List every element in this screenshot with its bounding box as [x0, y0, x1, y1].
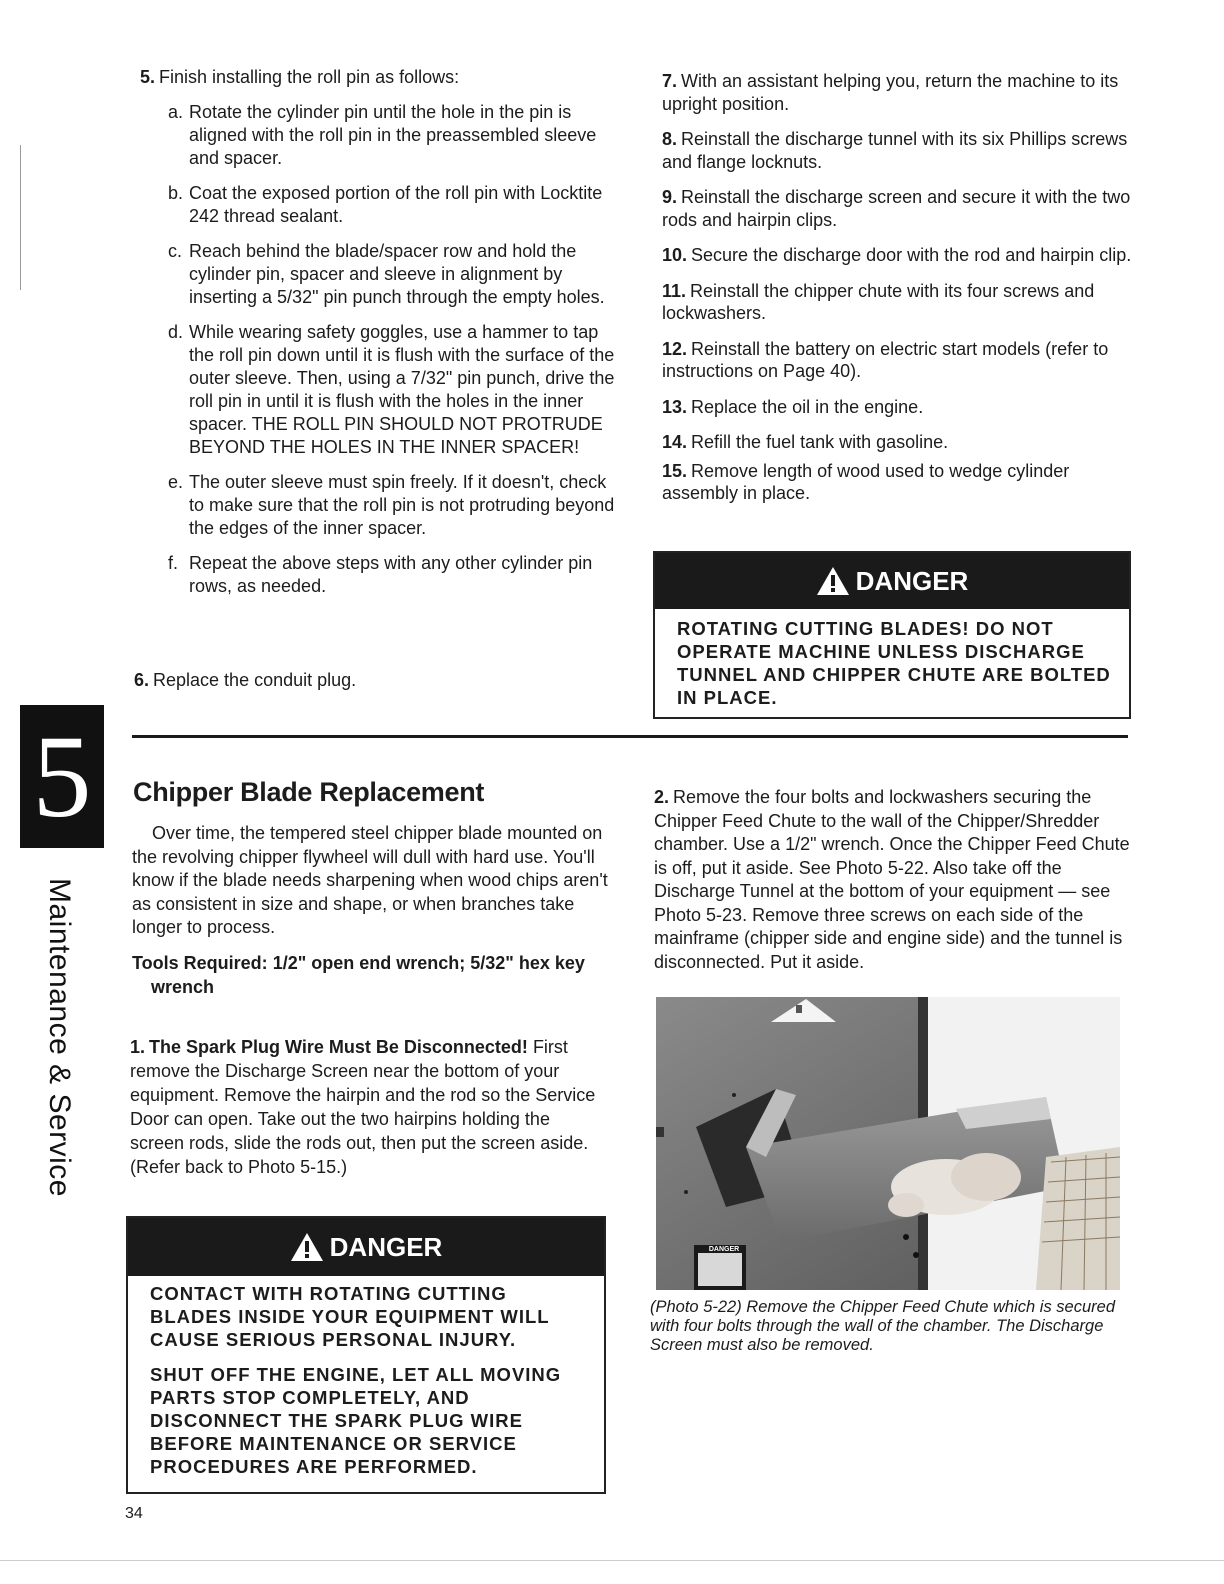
step-5: 5. Finish installing the roll pin as follows: — [140, 67, 460, 87]
warning-triangle-icon — [290, 1232, 324, 1262]
chapter-number: 5 — [32, 710, 92, 842]
substep-e: e. The outer sleeve must spin freely. If it doesn't, check to make sure that the roll pin is not protruding beyond the edges of the inner spacer. — [168, 472, 615, 538]
step-11: 11. Reinstall the chipper chute with its four screws and lockwashers. — [662, 280, 1095, 323]
step-6: 6. Replace the conduit plug. — [134, 670, 357, 690]
chapter-tab — [20, 705, 104, 848]
step-1: 1. The Spark Plug Wire Must Be Disconnected! First remove the Discharge Screen near the bottom of your equipment. Remove the hairpin and the rod so the Service Door can open. Take out the two hairpins holding the screen rods, slide the rods out, then put the screen aside. (Refer back to Photo 5-15.) — [130, 1037, 596, 1177]
chapter-label: Maintenance & Service — [43, 878, 76, 1197]
danger-box-1 — [653, 551, 1131, 719]
margin-rule — [20, 145, 21, 290]
step-10: 10. Secure the discharge door with the rod and hairpin clip. — [662, 245, 1132, 265]
danger-text-2b: SHUT OFF THE ENGINE, LET ALL MOVING PARTS STOP COMPLETELY, AND DISCONNECT THE SPARK PLUG WIRE BEFORE MAINTENANCE OR SERVICE PROCEDURES ARE PERFORMED. — [150, 1364, 562, 1477]
photo-danger-label: DANGER — [708, 1246, 740, 1253]
section-divider — [132, 735, 1128, 738]
photo-5-22 — [656, 997, 1120, 1290]
warning-triangle-icon — [816, 566, 850, 596]
danger-text-2a: CONTACT WITH ROTATING CUTTING BLADES INSIDE YOUR EQUIPMENT WILL CAUSE SERIOUS PERSONAL INJURY. — [150, 1283, 550, 1350]
danger-header-2: DANGER — [128, 1218, 604, 1276]
danger-header-1: DANGER — [655, 553, 1129, 609]
left-column-top — [140, 66, 620, 610]
step-13: 13. Replace the oil in the engine. — [662, 396, 924, 417]
step-8: 8. Reinstall the discharge tunnel with its six Phillips screws and flange locknuts. — [662, 129, 1128, 172]
right-column-top — [662, 70, 1140, 518]
tools-required: Tools Required: 1/2" open end wrench; 5/32" hex key wrench — [132, 953, 585, 997]
danger-box-2 — [126, 1216, 606, 1494]
photo-caption: (Photo 5-22) Remove the Chipper Feed Chute which is secured with four bolts through the wall of the chamber. The Discharge Screen must also be removed. — [650, 1298, 1115, 1354]
step-14: 14. Refill the fuel tank with gasoline. — [662, 432, 949, 452]
substep-a: a. Rotate the cylinder pin until the hole in the pin is aligned with the roll pin in the preassembled sleeve and spacer. — [168, 102, 597, 168]
page-number: 34 — [125, 1505, 143, 1522]
step-2: 2. Remove the four bolts and lockwashers securing the Chipper Feed Chute to the wall of the Chipper/Shredder chamber. Use a 1/2" wrench. Once the Chipper Feed Chute is off, put it aside. See Photo 5-22. Also take off the Discharge Tunnel at the bottom of your equipment — see Photo 5-23. Remove three screws on each side of the mainframe (chipper side and engine side) and the tunnel is disconnected. Put it aside. — [654, 787, 1130, 972]
step-15: 15. Remove length of wood used to wedge cylinder assembly in place. — [662, 460, 1070, 503]
step-9: 9. Reinstall the discharge screen and secure it with the two rods and hairpin clips. — [662, 187, 1131, 230]
substep-f: f. Repeat the above steps with any other cylinder pin rows, as needed. — [168, 553, 593, 596]
step-12: 12. Reinstall the battery on electric start models (refer to instructions on Page 40). — [662, 338, 1109, 381]
bottom-rule — [0, 1560, 1224, 1561]
danger-text-1: ROTATING CUTTING BLADES! DO NOT OPERATE MACHINE UNLESS DISCHARGE TUNNEL AND CHIPPER CHUTE ARE BOLTED IN PLACE. — [677, 618, 1111, 708]
substep-c: c. Reach behind the blade/spacer row and hold the cylinder pin, spacer and sleeve in alignment by inserting a 5/32" pin punch through the empty holes. — [168, 241, 605, 307]
section-title: Chipper Blade Replacement — [133, 777, 485, 807]
step-7: 7. With an assistant helping you, return the machine to its upright position. — [662, 71, 1119, 114]
substep-b: b. Coat the exposed portion of the roll pin with Locktite 242 thread sealant. — [168, 183, 603, 226]
substep-d: d. While wearing safety goggles, use a hammer to tap the roll pin down until it is flush with the surface of the outer sleeve. Then, using a 7/32" pin punch, drive the roll pin in until it is flush with the holes in the inner spacer. THE ROLL PIN SHOULD NOT PROTRUDE BEYOND THE HOLES IN THE INNER SPACER! — [168, 322, 615, 457]
section-intro: Over time, the tempered steel chipper blade mounted on the revolving chipper flywheel will dull with hard use. You'll know if the blade needs sharpening when wood chips aren't as consistent in size and shape, or when branches take longer to process. — [132, 823, 608, 937]
